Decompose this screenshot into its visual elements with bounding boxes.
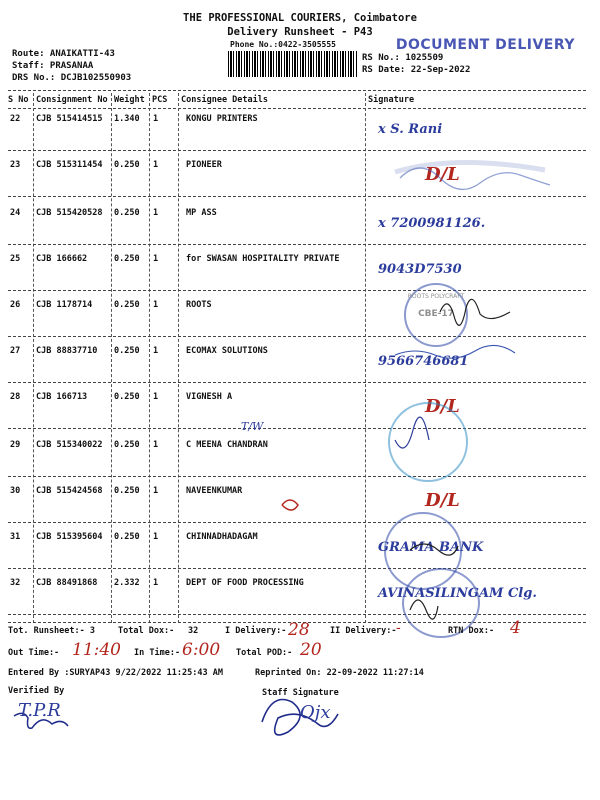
row-consignment: CJB 88837710 (36, 346, 98, 356)
row-signature-handwriting: AVINASILINGAM Clg. (378, 586, 537, 601)
row-consignee: PIONEER (186, 160, 222, 170)
roots-seal: ROOTS POLYCRAFT CBE-17 (404, 283, 468, 347)
row-pcs: 1 (153, 392, 159, 402)
row-pcs: 1 (153, 300, 159, 310)
row-consignment: CJB 515424568 (36, 486, 103, 496)
row-sno: 30 (10, 486, 21, 496)
phone-number: Phone No.:0422-3505555 (230, 40, 336, 49)
row-signature-handwriting: 9043D7530 (378, 262, 462, 277)
row-consignment: CJB 515340022 (36, 440, 103, 450)
row-consignment: CJB 166713 (36, 392, 88, 402)
row-pcs: 1 (153, 578, 159, 588)
row-sno: 32 (10, 578, 21, 588)
company-name: THE PROFESSIONAL COURIERS, Coimbatore (183, 12, 417, 24)
staff-signature-label: Staff Signature (262, 688, 339, 698)
row-weight: 0.250 (114, 208, 140, 218)
row-weight: 0.250 (114, 254, 140, 264)
row-signature-handwriting: x S. Rani (378, 122, 443, 137)
row-pcs: 1 (153, 160, 159, 170)
row-consignment: CJB 515420528 (36, 208, 103, 218)
drs-number: DRS No.: DCJB102550903 (12, 73, 132, 83)
row-weight: 1.340 (114, 114, 140, 124)
row-consignment: CJB 1178714 (36, 300, 93, 310)
row-consignment: CJB 88491868 (36, 578, 98, 588)
col-weight: Weight (114, 95, 145, 105)
row-weight: 0.250 (114, 440, 140, 450)
route: Route: ANAIKATTI-43 (12, 49, 115, 59)
col-sno: S No (8, 95, 29, 105)
rs-date: RS Date: 22-Sep-2022 (362, 65, 471, 75)
row-consignee: DEPT OF FOOD PROCESSING (186, 578, 304, 588)
row-signature-handwriting: 9566746681 (378, 354, 469, 369)
i-delivery-label: I Delivery:- (225, 626, 287, 636)
row-pcs: 1 (153, 208, 159, 218)
entered-by: Entered By :SURYAP43 9/22/2022 11:25:43 AM (8, 668, 223, 678)
document-delivery-stamp: DOCUMENT DELIVERY (395, 37, 575, 53)
row-sno: 23 (10, 160, 21, 170)
row-pcs: 1 (153, 114, 159, 124)
i-delivery-value: 28 (288, 620, 310, 640)
row-signature-handwriting: GRAMA BANK (378, 540, 484, 555)
rs-number: RS No.: 1025509 (362, 53, 444, 63)
total-pod-value: 20 (300, 640, 322, 660)
row-sno: 27 (10, 346, 21, 356)
total-dox-value: 32 (188, 626, 199, 636)
row-consignee: ROOTS (186, 300, 212, 310)
row-consignee: MP ASS (186, 208, 217, 218)
row-signature-handwriting: x 7200981126. (378, 216, 486, 231)
row-consignee: ECOMAX SOLUTIONS (186, 346, 268, 356)
row-weight: 0.250 (114, 160, 140, 170)
row-consignment: CJB 515395604 (36, 532, 103, 542)
row-weight: 0.250 (114, 532, 140, 542)
total-runsheet: Tot. Runsheet:- 3 (8, 626, 95, 636)
row-consignee: KONGU PRINTERS (186, 114, 258, 124)
tw-note: T/W (241, 420, 264, 433)
row-consignee: for SWASAN HOSPITALITY PRIVATE (186, 254, 340, 264)
staff-signature: Ojx (300, 702, 331, 723)
row-consignee: NAVEENKUMAR (186, 486, 243, 496)
ii-delivery-label: II Delivery:- (330, 626, 397, 636)
row-consignee: CHINNADHADAGAM (186, 532, 258, 542)
row-sno: 24 (10, 208, 21, 218)
row-weight: 0.250 (114, 300, 140, 310)
in-time-value: 6:00 (182, 640, 221, 660)
total-pod-label: Total POD:- (236, 648, 293, 658)
row-pcs: 1 (153, 346, 159, 356)
row-weight: 0.250 (114, 392, 140, 402)
total-dox-label: Total Dox:- (118, 626, 175, 636)
row-consignee: C MEENA CHANDRAN (186, 440, 268, 450)
ii-delivery-value: - (396, 620, 401, 636)
col-signature: Signature (368, 95, 415, 105)
reprinted-on: Reprinted On: 22-09-2022 11:27:14 (255, 668, 424, 678)
row-dl-mark: D/L (425, 164, 460, 185)
runsheet-title: Delivery Runsheet - P43 (227, 26, 373, 38)
col-consignee: Consignee Details (181, 95, 268, 105)
row-sno: 31 (10, 532, 21, 542)
col-consignment: Consignment No (36, 95, 108, 105)
row-consignee: VIGNESH A (186, 392, 233, 402)
row-weight: 0.250 (114, 486, 140, 496)
rtn-dox-value: 4 (510, 618, 521, 638)
row-sno: 29 (10, 440, 21, 450)
row-dl-mark: D/L (425, 396, 460, 417)
row-sno: 25 (10, 254, 21, 264)
in-time-label: In Time:- (134, 648, 181, 658)
row-pcs: 1 (153, 532, 159, 542)
out-time-label: Out Time:- (8, 648, 60, 658)
row-consignment: CJB 515414515 (36, 114, 103, 124)
out-time-value: 11:40 (72, 640, 121, 660)
row-sno: 26 (10, 300, 21, 310)
row-pcs: 1 (153, 440, 159, 450)
row-consignment: CJB 166662 (36, 254, 88, 264)
rtn-dox-label: RTN Dox:- (448, 626, 495, 636)
verified-by-signature: T.P.R (18, 700, 61, 721)
row-dl-mark: D/L (425, 490, 460, 511)
row-sno: 28 (10, 392, 21, 402)
row-sno: 22 (10, 114, 21, 124)
col-pcs: PCS (152, 95, 168, 105)
row-consignment: CJB 515311454 (36, 160, 103, 170)
verified-by-label: Verified By (8, 686, 65, 696)
row-weight: 2.332 (114, 578, 140, 588)
row-weight: 0.250 (114, 346, 140, 356)
row-pcs: 1 (153, 486, 159, 496)
staff: Staff: PRASANAA (12, 61, 94, 71)
row-pcs: 1 (153, 254, 159, 264)
